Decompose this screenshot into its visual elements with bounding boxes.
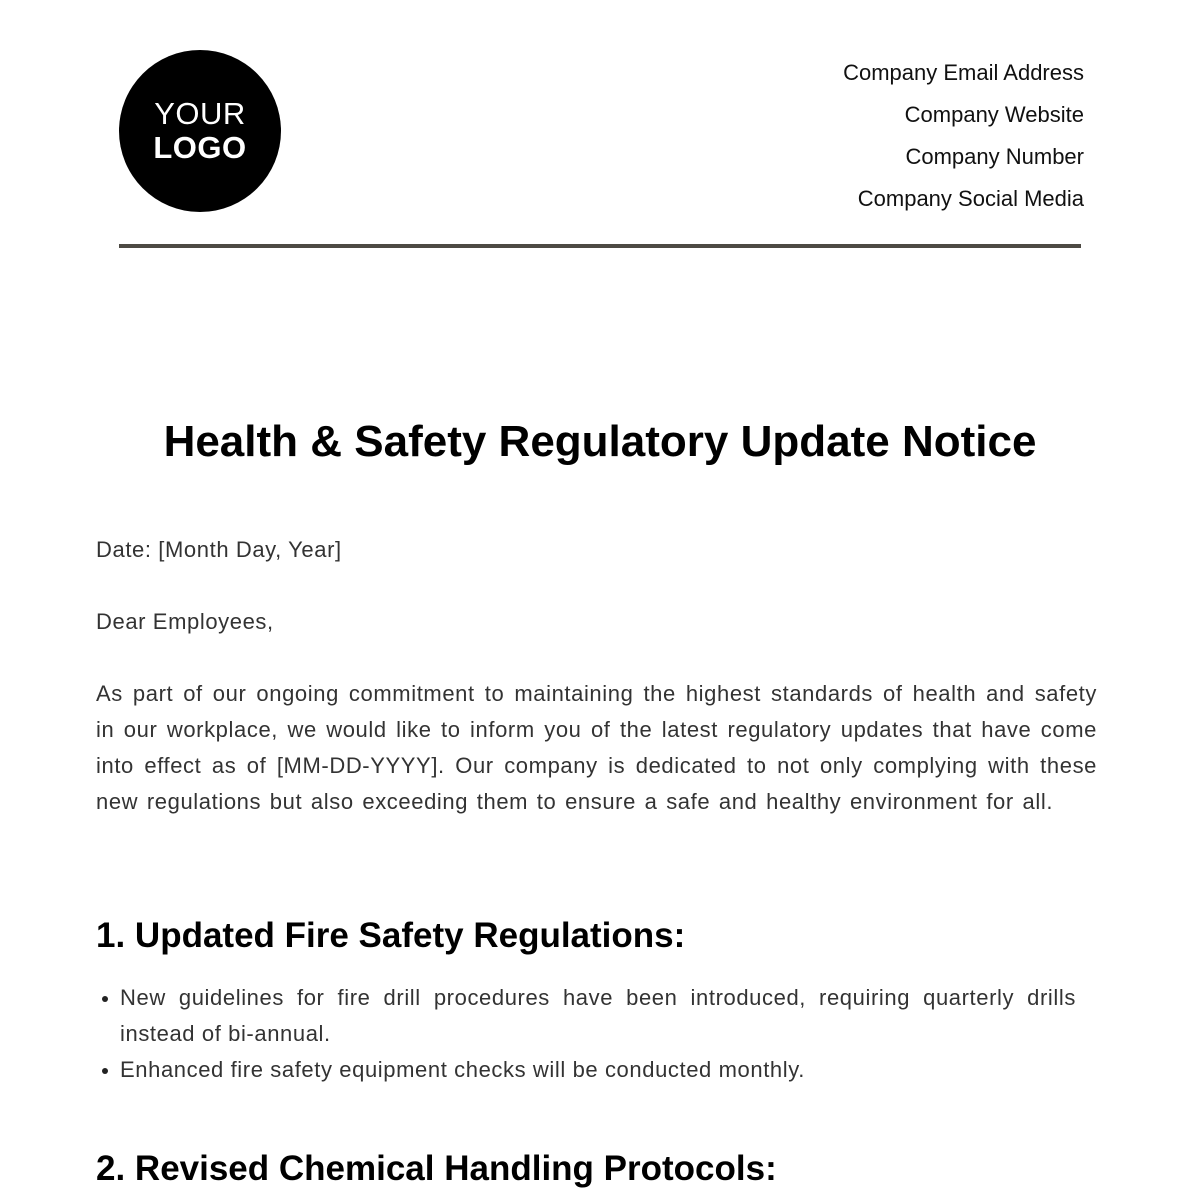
- salutation: Dear Employees,: [96, 609, 274, 634]
- company-social-media: Company Social Media: [857, 186, 1084, 211]
- section-heading-fire-safety: 1. Updated Fire Safety Regulations:: [96, 916, 686, 955]
- date-line: Date: [Month Day, Year]: [96, 537, 342, 562]
- list-item: [96, 980, 1076, 1052]
- intro-paragraph: As part of our ongoing commitment to maintaining the highest standards of health and safety in our workplace, we would like to inform you of the latest regulatory updates that have come into effect as of [MM-DD-YYYY]. Our company is dedicated to not only complying with these new regulations but also exceeding them to ensure a safe and healthy environment for all.: [96, 681, 1097, 814]
- company-number: Company Number: [905, 144, 1084, 169]
- list-item: [96, 1052, 1076, 1088]
- company-contact-block: [843, 52, 1084, 220]
- company-logo: [119, 50, 281, 212]
- bullet-icon: [102, 996, 108, 1002]
- document-title: Health & Safety Regulatory Update Notice: [163, 417, 1037, 466]
- bullet-text: New guidelines for fire drill procedures have been introduced, requiring quarterly drills instead of bi-annual.: [120, 985, 1076, 1046]
- logo-text-logo: LOGO: [153, 130, 247, 165]
- fire-safety-bullet-list: [96, 980, 1076, 1088]
- company-email: Company Email Address: [843, 60, 1084, 85]
- bullet-text: Enhanced fire safety equipment checks will be conducted monthly.: [120, 1057, 805, 1082]
- header-divider: [119, 244, 1081, 248]
- bullet-icon: [102, 1068, 108, 1074]
- logo-text-your: YOUR: [154, 96, 246, 131]
- company-website: Company Website: [904, 102, 1084, 127]
- section-heading-chemical-handling: 2. Revised Chemical Handling Protocols:: [96, 1149, 777, 1188]
